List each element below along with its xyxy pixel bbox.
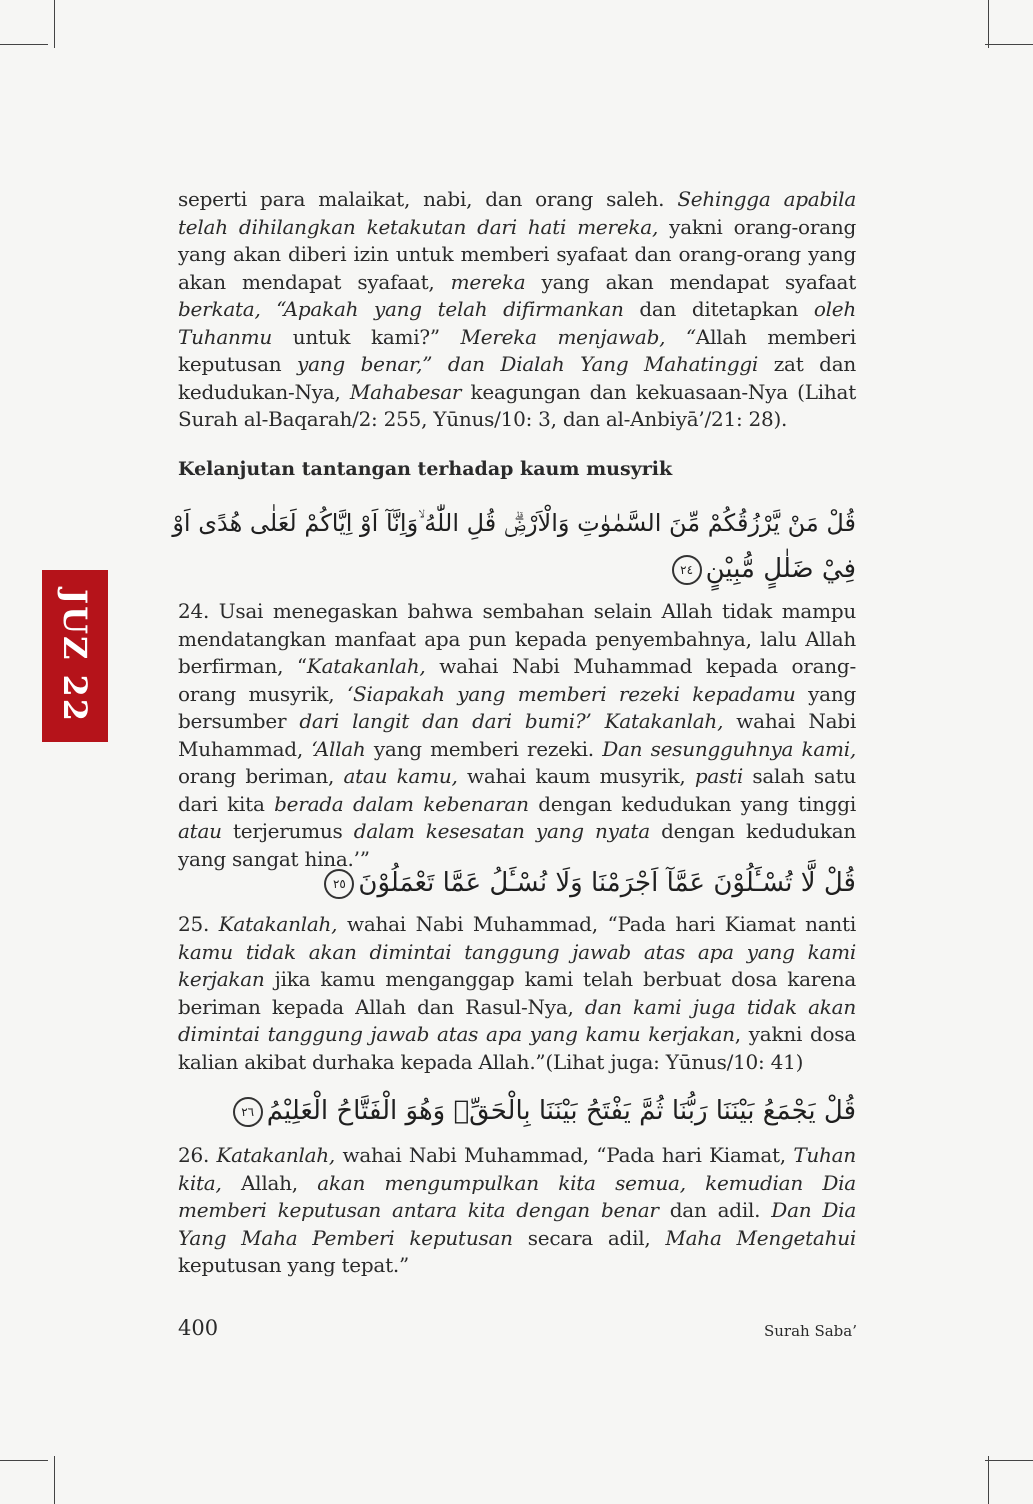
ayah-24-translation: 24. Usai menegaskan bahwa sembahan selain Allah tidak mampu mendatangkan manfaat apa pun kepada penyembahnya, lalu Allah berfirman, “Katakanlah, wahai Nabi Muhammad kepada orang-orang musyrik, ‘Siapakah yang memberi rezeki kepadamu yang bersumber dari langit dan dari bumi?’ Katakanlah, wahai Nabi Muhammad, ‘Allah yang memberi rezeki. Dan sesungguhnya kami, orang beriman, atau kamu, wahai kaum musyrik, pasti salah satu dari kita berada dalam kebenaran dengan kedudukan yang tinggi atau terjerumus dalam kesesatan yang nyata dengan kedudukan yang sangat hina.’” (178, 599, 857, 871)
intro-paragraph-block (178, 186, 856, 434)
ayah-26-arabic-text: قُلْ يَجْمَعُ بَيْنَنَا رَبُّنَا ثُمَّ يَفْتَحُ بَيْنَنَا بِالْحَقِّۗ وَهُوَ الْفَتَّاحُ الْعَلِيْمُ (266, 1096, 856, 1126)
ayah-25-arabic (320, 860, 856, 906)
crop-mark (54, 0, 55, 48)
crop-mark (54, 1456, 55, 1504)
intro-paragraph: seperti para malaikat, nabi, dan orang saleh. Sehingga apabila telah dihilangkan ketakutan dari hati mereka, yakni orang-orang yang akan diberi izin untuk memberi syafaat dan orang-orang yang akan mendapat syafaat, mereka yang akan mendapat syafaat berkata, “Apakah yang telah difirmankan dan ditetapkan oleh Tuhanmu untuk kami?” Mereka menjawab, “Allah memberi keputusan yang benar,” dan Dialah Yang Mahatinggi zat dan kedudukan-Nya, Mahabesar keagungan dan kekuasaan-Nya (Lihat Surah al-Baqarah/2: 255, Yūnus/10: 3, dan al-Anbiyā’/21: 28). (178, 187, 857, 431)
crop-mark (988, 0, 989, 48)
ayah-24-arabic (172, 500, 856, 592)
juz-tab-label: JUZ 22 (56, 588, 94, 724)
ayah-26-translation-block (178, 1142, 856, 1280)
crop-mark (0, 1460, 48, 1461)
juz-tab (42, 570, 108, 742)
crop-mark (985, 1460, 1033, 1461)
ayah-number-marker: ٢٤ (672, 555, 702, 585)
ayah-26-arabic (229, 1088, 856, 1134)
ayah-number-marker: ٢٦ (233, 1097, 263, 1127)
surah-name: Surah Saba’ (763, 1322, 857, 1340)
page-number: 400 (178, 1316, 219, 1340)
ayah-25-translation-block (178, 911, 856, 1076)
crop-mark (988, 1456, 989, 1504)
ayah-24-translation-block (178, 598, 856, 873)
ayah-24-arabic-line1: قُلْ مَنْ يَّرْزُقُكُمْ مِّنَ السَّمٰوٰتِ وَالْاَرْضِۗ قُلِ اللّٰهُ ۙوَاِنَّآ اَوْ اِيَّاكُمْ لَعَلٰى هُدًى اَوْ (172, 509, 856, 537)
ayah-number-marker: ٢٥ (324, 869, 354, 899)
crop-mark (0, 44, 48, 45)
ayah-26-translation: 26. Katakanlah, wahai Nabi Muhammad, “Pada hari Kiamat, Tuhan kita, Allah, akan mengumpulkan kita semua, kemudian Dia memberi keputusan antara kita dengan benar dan adil. Dan Dia Yang Maha Pemberi keputusan secara adil, Maha Mengetahui keputusan yang tepat.” (178, 1143, 856, 1277)
ayah-25-arabic-text: قُلْ لَّا تُسْـَٔلُوْنَ عَمَّآ اَجْرَمْنَا وَلَا نُسْـَٔلُ عَمَّا تَعْمَلُوْنَ (358, 868, 856, 898)
crop-mark (985, 44, 1033, 45)
section-heading: Kelanjutan tantangan terhadap kaum musyrik (178, 458, 673, 480)
ayah-24-arabic-line2: فِيْ ضَلٰلٍ مُّبِيْنٍ٢٤ (176, 546, 856, 592)
ayah-25-translation: 25. Katakanlah, wahai Nabi Muhammad, “Pada hari Kiamat nanti kamu tidak akan dimintai tanggung jawab atas apa yang kami kerjakan jika kamu menganggap kami telah berbuat dosa karena beriman kepada Allah dan Rasul-Nya, dan kami juga tidak akan dimintai tanggung jawab atas apa yang kamu kerjakan, yakni dosa kalian akibat durhaka kepada Allah.”(Lihat juga: Yūnus/10: 41) (178, 912, 856, 1074)
